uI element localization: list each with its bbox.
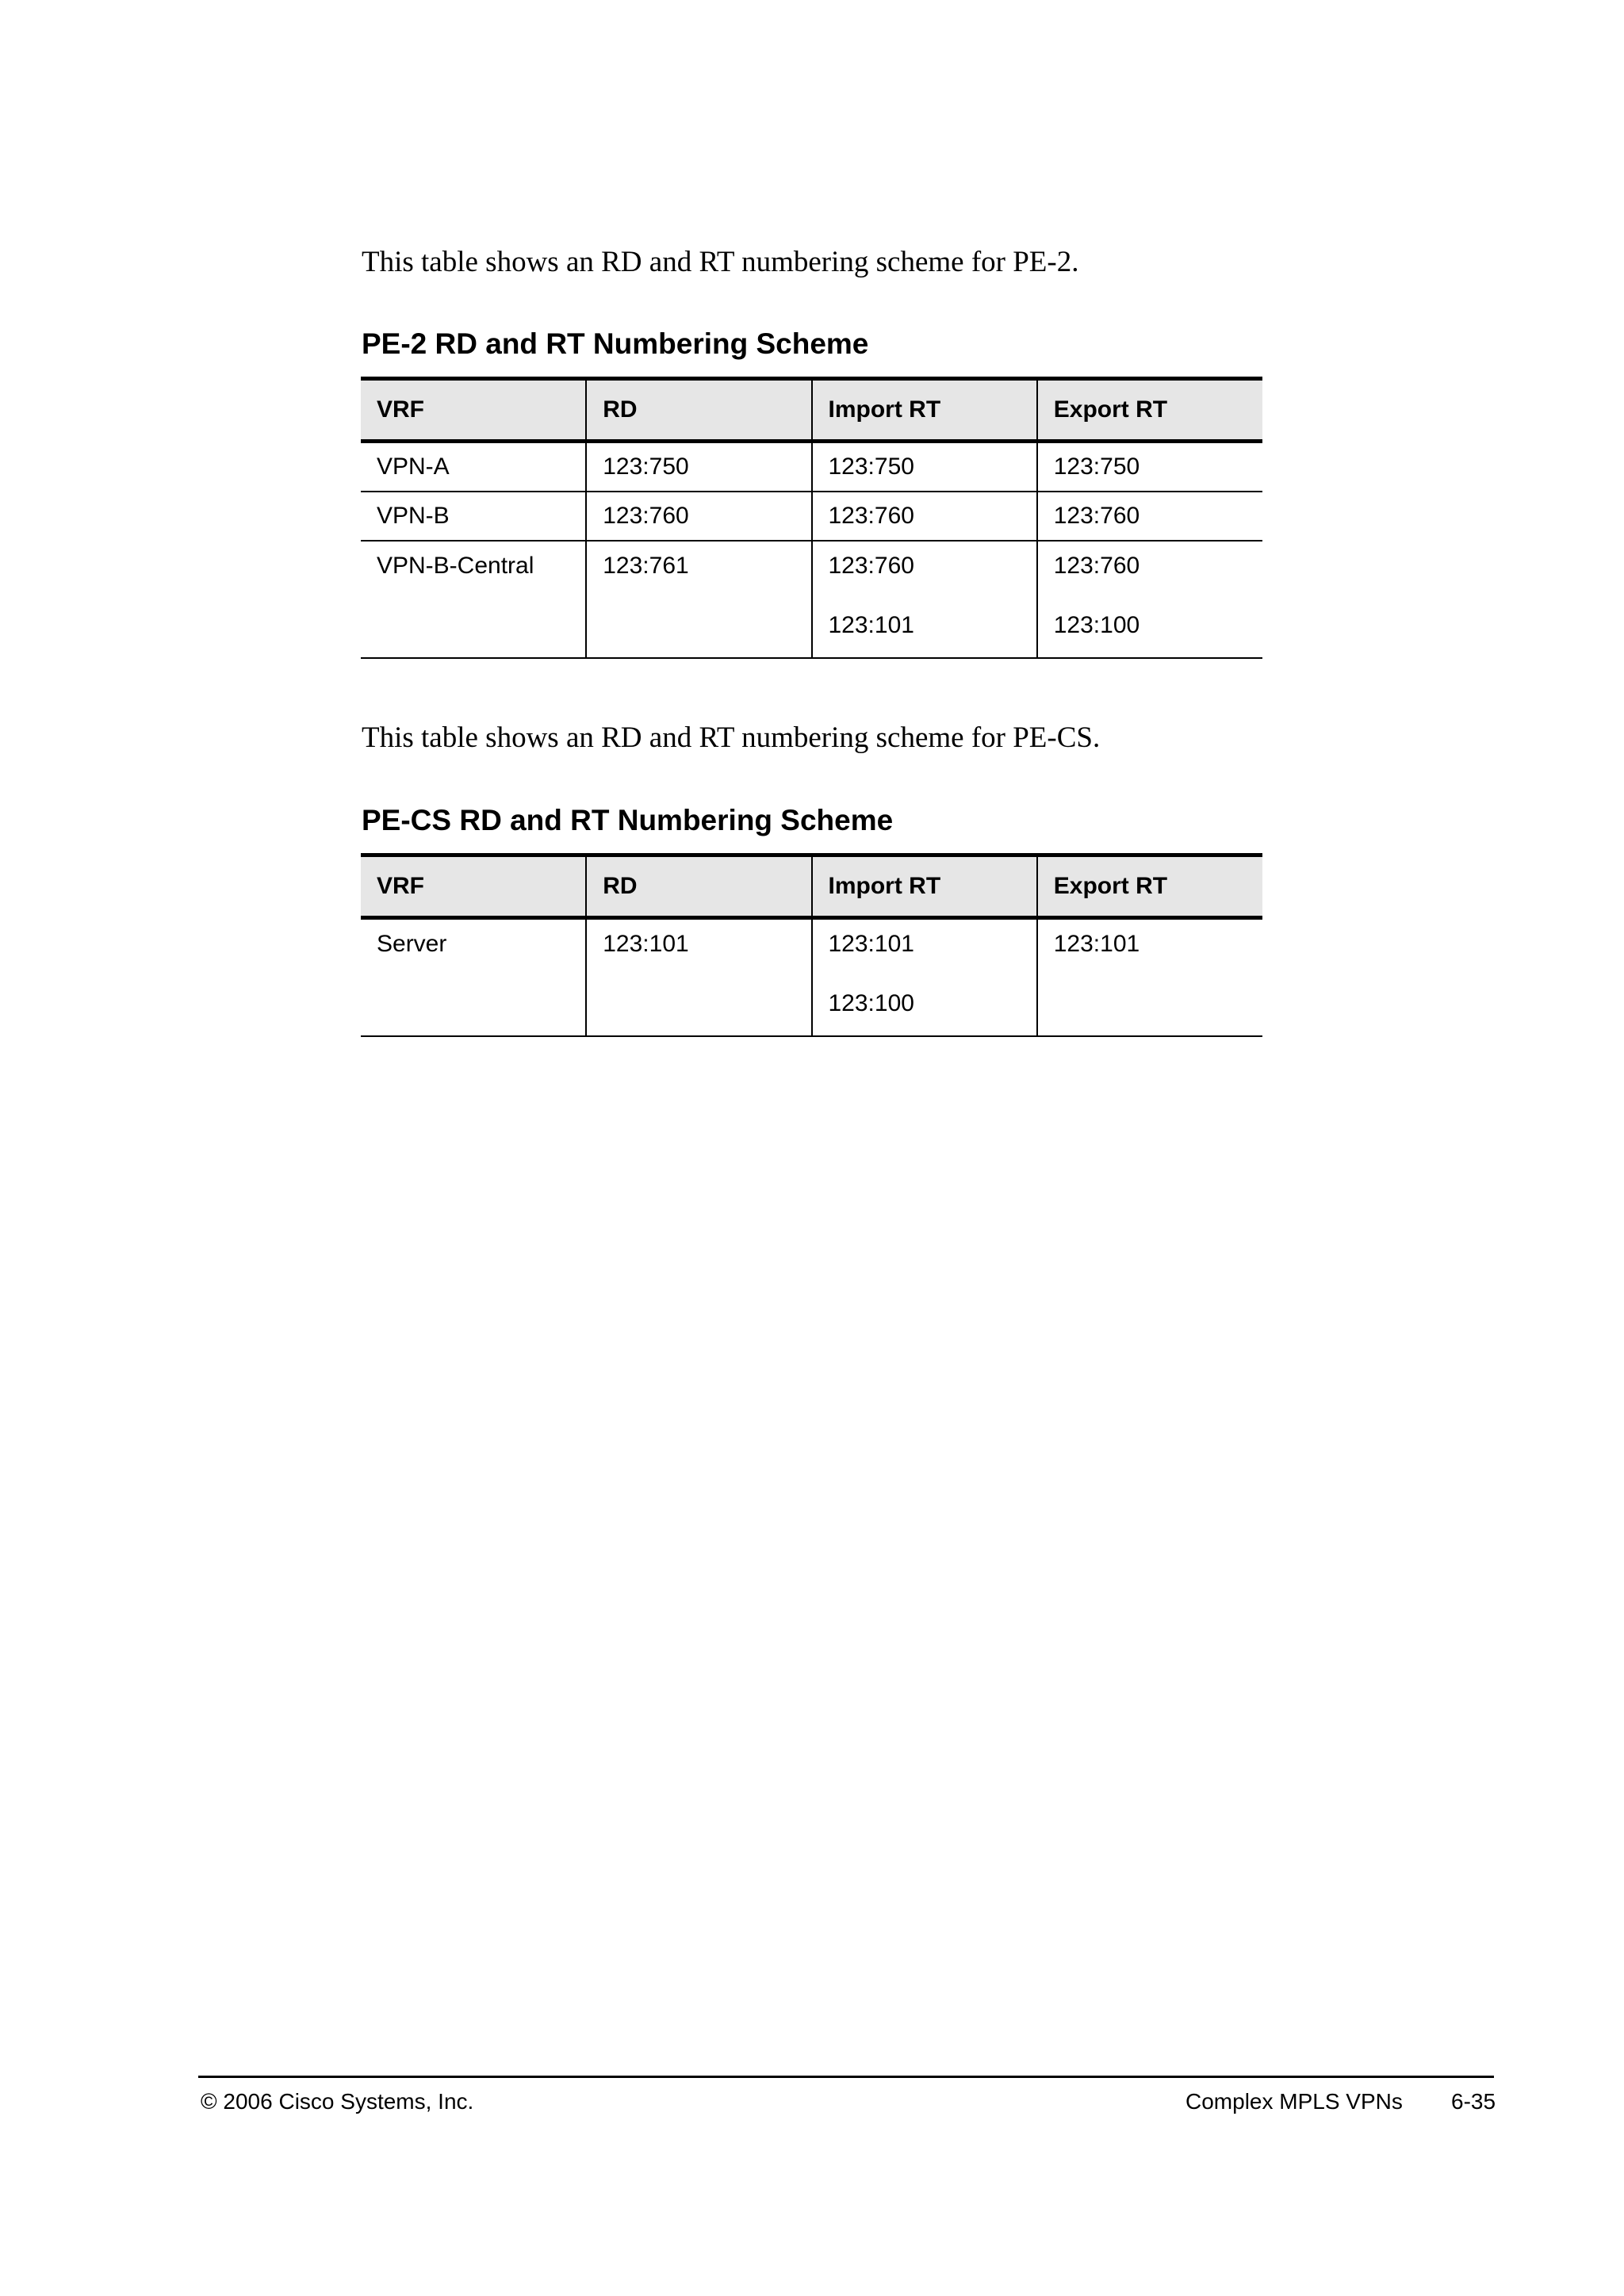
rd-value: 123:761 bbox=[603, 553, 689, 579]
column-header-vrf: VRF bbox=[361, 855, 586, 918]
footer-divider bbox=[198, 2076, 1494, 2078]
export-rt-cell: 123:750 bbox=[1037, 442, 1262, 492]
rd-value: 123:101 bbox=[603, 931, 689, 957]
table-header-row bbox=[361, 855, 1262, 918]
import-rt-cell: 123:760 bbox=[812, 492, 1037, 541]
pe2-intro-text: This table shows an RD and RT numbering scheme for PE-2. bbox=[362, 246, 1079, 278]
pe2-table-title: PE-2 RD and RT Numbering Scheme bbox=[362, 327, 869, 360]
column-header-rd: RD bbox=[586, 855, 811, 918]
rd-cell bbox=[586, 541, 811, 658]
column-header-import-rt: Import RT bbox=[812, 855, 1037, 918]
vrf-value: Server bbox=[377, 931, 447, 957]
export-rt-value: 123:760 bbox=[1053, 553, 1140, 579]
footer-copyright: © 2006 Cisco Systems, Inc. bbox=[201, 2089, 474, 2114]
pecs-intro-text: This table shows an RD and RT numbering scheme for PE-CS. bbox=[362, 721, 1101, 754]
table-row bbox=[361, 541, 1262, 658]
column-header-import-rt: Import RT bbox=[812, 379, 1037, 442]
export-rt-cell bbox=[1037, 541, 1262, 658]
column-header-vrf: VRF bbox=[361, 379, 586, 442]
pecs-table-title: PE-CS RD and RT Numbering Scheme bbox=[362, 804, 894, 836]
import-rt-cell bbox=[812, 541, 1037, 658]
column-header-export-rt: Export RT bbox=[1037, 379, 1262, 442]
export-rt-cell: 123:760 bbox=[1037, 492, 1262, 541]
import-rt-cell bbox=[812, 918, 1037, 1037]
import-rt-value: 123:100 bbox=[828, 990, 914, 1016]
rd-cell: 123:760 bbox=[586, 492, 811, 541]
footer-chapter-title: Complex MPLS VPNs bbox=[1185, 2089, 1403, 2114]
vrf-cell bbox=[361, 541, 586, 658]
export-rt-value: 123:100 bbox=[1053, 612, 1140, 638]
table-row bbox=[361, 492, 1262, 541]
vrf-value: VPN-B-Central bbox=[377, 553, 534, 579]
export-rt-cell bbox=[1037, 918, 1262, 1037]
column-header-rd: RD bbox=[586, 379, 811, 442]
import-rt-cell: 123:750 bbox=[812, 442, 1037, 492]
table-row bbox=[361, 442, 1262, 492]
footer-page-number: 6-35 bbox=[1451, 2089, 1496, 2114]
export-rt-value: 123:101 bbox=[1053, 931, 1140, 957]
rd-cell bbox=[586, 918, 811, 1037]
table-header-row bbox=[361, 379, 1262, 442]
vrf-cell: VPN-A bbox=[361, 442, 586, 492]
import-rt-value: 123:101 bbox=[828, 931, 914, 957]
vrf-cell: VPN-B bbox=[361, 492, 586, 541]
pe2-rd-rt-table bbox=[361, 377, 1262, 659]
column-header-export-rt: Export RT bbox=[1037, 855, 1262, 918]
import-rt-value: 123:101 bbox=[828, 612, 914, 638]
import-rt-value: 123:760 bbox=[828, 553, 914, 579]
vrf-cell bbox=[361, 918, 586, 1037]
pecs-rd-rt-table bbox=[361, 853, 1262, 1037]
rd-cell: 123:750 bbox=[586, 442, 811, 492]
table-row bbox=[361, 918, 1262, 1037]
